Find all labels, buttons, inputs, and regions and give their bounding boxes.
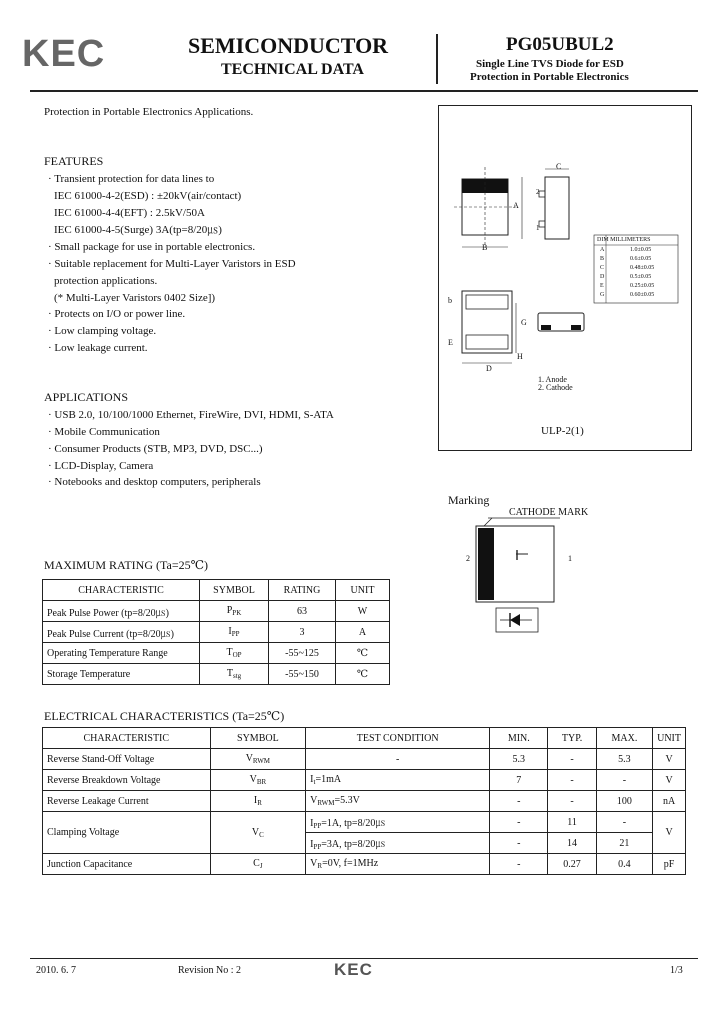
application-line: · LCD-Display, Camera	[48, 460, 154, 472]
cell-min: 5.3	[490, 749, 548, 770]
max-rating-table	[42, 579, 390, 685]
cell-unit: V	[653, 749, 686, 770]
cell-max: 21	[596, 833, 652, 854]
cell-characteristic: Peak Pulse Current (tp=8/20㎲)	[43, 622, 200, 643]
cell-characteristic: Reverse Stand-Off Voltage	[43, 749, 211, 770]
cathode-mark-label: CATHODE MARK	[509, 507, 589, 518]
feature-line: · Suitable replacement for Multi-Layer Varistors in ESD	[48, 258, 296, 270]
cell-rating: -55~125	[269, 643, 336, 664]
dim-row-value: 1.0±0.05	[630, 247, 652, 253]
footer-kec-logo: KEC	[334, 960, 373, 979]
cell-typ: 0.27	[548, 854, 596, 875]
cell-min: -	[490, 833, 548, 854]
table-row	[43, 622, 390, 643]
dim-label-c: C	[556, 162, 562, 171]
cell-min: 7	[490, 770, 548, 791]
cell-symbol: $V_{RWM}$	[210, 749, 306, 770]
cell-symbol: $C_J$	[210, 854, 306, 875]
features-heading: FEATURES	[44, 154, 104, 168]
cell-typ: -	[548, 770, 596, 791]
dim-row-value: 0.6±0.05	[630, 256, 652, 262]
feature-line: protection applications.	[54, 275, 158, 287]
cell-symbol: $T_{OP}$	[200, 643, 269, 664]
dim-label-b-small: b	[448, 296, 452, 305]
pin-label-2: 2	[536, 188, 540, 196]
pin-note-cathode: 2. Cathode	[538, 383, 573, 392]
application-line: · Notebooks and desktop computers, peripherals	[48, 476, 261, 488]
part-number: PG05UBUL2	[506, 34, 614, 55]
column-header: TEST CONDITION	[306, 728, 490, 749]
dim-row: D	[600, 274, 605, 280]
cell-condition: $V_R=0V$, f=1MHz	[306, 854, 490, 875]
cell-characteristic: Operating Temperature Range	[43, 643, 200, 664]
feature-line: IEC 61000-4-4(EFT) : 2.5kV/50A	[54, 207, 205, 219]
cell-characteristic: Junction Capacitance	[43, 854, 211, 875]
column-header: RATING	[269, 580, 336, 601]
elec-char-table	[42, 727, 686, 875]
cell-condition: $I_t=1mA$	[306, 770, 490, 791]
column-header: TYP.	[548, 728, 596, 749]
application-line: · Mobile Communication	[48, 426, 160, 438]
intro-text: Protection in Portable Electronics Applications.	[44, 106, 254, 118]
footer-page-number: 1/3	[670, 965, 683, 976]
cell-characteristic: Peak Pulse Power (tp=8/20㎲)	[43, 601, 200, 622]
cell-symbol: $I_R$	[210, 791, 306, 812]
table-header-row	[43, 580, 390, 601]
cell-unit: nA	[653, 791, 686, 812]
dim-row-value: 0.48±0.05	[630, 265, 655, 271]
kec-logo: KEC	[22, 33, 106, 75]
cell-symbol: $I_{PP}$	[200, 622, 269, 643]
marking-heading: Marking	[448, 493, 490, 507]
package-outline-drawing	[440, 107, 690, 407]
application-line: · Consumer Products (STB, MP3, DVD, DSC...)	[48, 443, 263, 455]
feature-line: · Protects on I/O or power line.	[48, 308, 186, 320]
feature-line: IEC 61000-4-2(ESD) : ±20kV(air/contact)	[54, 190, 242, 202]
cell-symbol: $T_{stg}$	[200, 664, 269, 685]
applications-heading: APPLICATIONS	[44, 390, 129, 404]
cell-symbol: $V_{BR}$	[210, 770, 306, 791]
cell-rating: -55~150	[269, 664, 336, 685]
cell-unit: ℃	[336, 643, 390, 664]
footer-revision: Revision No : 2	[178, 965, 242, 976]
table-row	[43, 749, 686, 770]
elec-heading: ELECTRICAL CHARACTERISTICS (Ta=25℃)	[44, 709, 285, 723]
header-title: SEMICONDUCTOR	[188, 33, 389, 58]
column-header: CHARACTERISTIC	[43, 728, 211, 749]
table-row	[43, 643, 390, 664]
dim-table-header: DIM MILLIMETERS	[597, 237, 651, 243]
part-description-1: Single Line TVS Diode for ESD	[476, 58, 624, 70]
cell-characteristic: Reverse Leakage Current	[43, 791, 211, 812]
header-subtitle: TECHNICAL DATA	[221, 61, 364, 78]
column-header: UNIT	[653, 728, 686, 749]
cell-min: -	[490, 791, 548, 812]
table-header-row	[43, 728, 686, 749]
cell-typ: 14	[548, 833, 596, 854]
column-header: SYMBOL	[200, 580, 269, 601]
cell-unit: W	[336, 601, 390, 622]
column-header: MIN.	[490, 728, 548, 749]
column-header: MAX.	[596, 728, 652, 749]
dim-label-g: G	[521, 318, 527, 327]
cell-max: 0.4	[596, 854, 652, 875]
dim-row-value: 0.60±0.05	[630, 292, 655, 298]
dim-label-h: H	[517, 352, 523, 361]
cell-condition: $V_{RWM}=5.3V$	[306, 791, 490, 812]
dim-row: E	[600, 283, 604, 289]
dim-label-a: A	[513, 201, 519, 210]
dim-label-e: E	[448, 338, 453, 347]
dim-row: C	[600, 265, 605, 271]
table-row	[43, 812, 686, 833]
cell-condition: $I_{PP}=1A$, tp=8/20㎲	[306, 812, 490, 833]
cell-unit: V	[653, 770, 686, 791]
cell-min: -	[490, 812, 548, 833]
cell-rating: 63	[269, 601, 336, 622]
footer-rule	[30, 958, 698, 959]
table-row	[43, 601, 390, 622]
feature-line: IEC 61000-4-5(Surge) 3A(tp=8/20㎲)	[54, 224, 222, 236]
cell-min: -	[490, 854, 548, 875]
part-description-2: Protection in Portable Electronics	[470, 71, 629, 83]
marking-pin-right: 1	[568, 554, 572, 563]
feature-line: (* Multi-Layer Varistors 0402 Size])	[54, 292, 216, 304]
feature-line: · Low leakage current.	[48, 342, 148, 354]
cell-condition: -	[306, 749, 490, 770]
dim-row-value: 0.5±0.05	[630, 274, 652, 280]
cell-max: -	[596, 770, 652, 791]
cell-max: 100	[596, 791, 652, 812]
dim-row: B	[600, 256, 605, 262]
dim-label-b: B	[482, 243, 488, 252]
dim-row-value: 0.25±0.05	[630, 283, 655, 289]
column-header: CHARACTERISTIC	[43, 580, 200, 601]
cell-condition: $I_{PP}=3A$, tp=8/20㎲	[306, 833, 490, 854]
feature-line: · Transient protection for data lines to	[48, 173, 215, 185]
pin-note-anode: 1. Anode	[538, 375, 567, 384]
cell-characteristic: Clamping Voltage	[43, 812, 211, 854]
cell-unit: V	[653, 812, 686, 854]
cell-characteristic: Reverse Breakdown Voltage	[43, 770, 211, 791]
pin-label-1: 1	[536, 224, 540, 232]
cell-unit: A	[336, 622, 390, 643]
table-row	[43, 791, 686, 812]
cell-characteristic: Storage Temperature	[43, 664, 200, 685]
dim-label-d: D	[486, 364, 492, 373]
header-rule	[30, 90, 698, 92]
cell-unit: ℃	[336, 664, 390, 685]
max-rating-heading: MAXIMUM RATING (Ta=25℃)	[44, 558, 209, 572]
cell-typ: -	[548, 791, 596, 812]
cell-max: -	[596, 812, 652, 833]
cell-symbol: $V_C$	[210, 812, 306, 854]
cell-max: 5.3	[596, 749, 652, 770]
column-header: UNIT	[336, 580, 390, 601]
table-row	[43, 664, 390, 685]
table-row	[43, 770, 686, 791]
dim-row: A	[600, 247, 605, 253]
marking-pin-left: 2	[466, 554, 470, 563]
table-row	[43, 854, 686, 875]
cell-unit: pF	[653, 854, 686, 875]
cell-typ: -	[548, 749, 596, 770]
dim-row: G	[600, 292, 605, 298]
package-name: ULP-2(1)	[541, 425, 584, 437]
cell-typ: 11	[548, 812, 596, 833]
marking-drawing	[470, 512, 560, 648]
feature-line: · Small package for use in portable electronics.	[48, 241, 256, 253]
column-header: SYMBOL	[210, 728, 306, 749]
footer-date: 2010. 6. 7	[36, 965, 76, 976]
cell-symbol: $P_{PK}$	[200, 601, 269, 622]
header-divider	[436, 34, 438, 84]
cell-rating: 3	[269, 622, 336, 643]
feature-line: · Low clamping voltage.	[48, 325, 157, 337]
application-line: · USB 2.0, 10/100/1000 Ethernet, FireWire, DVI, HDMI, S-ATA	[48, 409, 334, 421]
